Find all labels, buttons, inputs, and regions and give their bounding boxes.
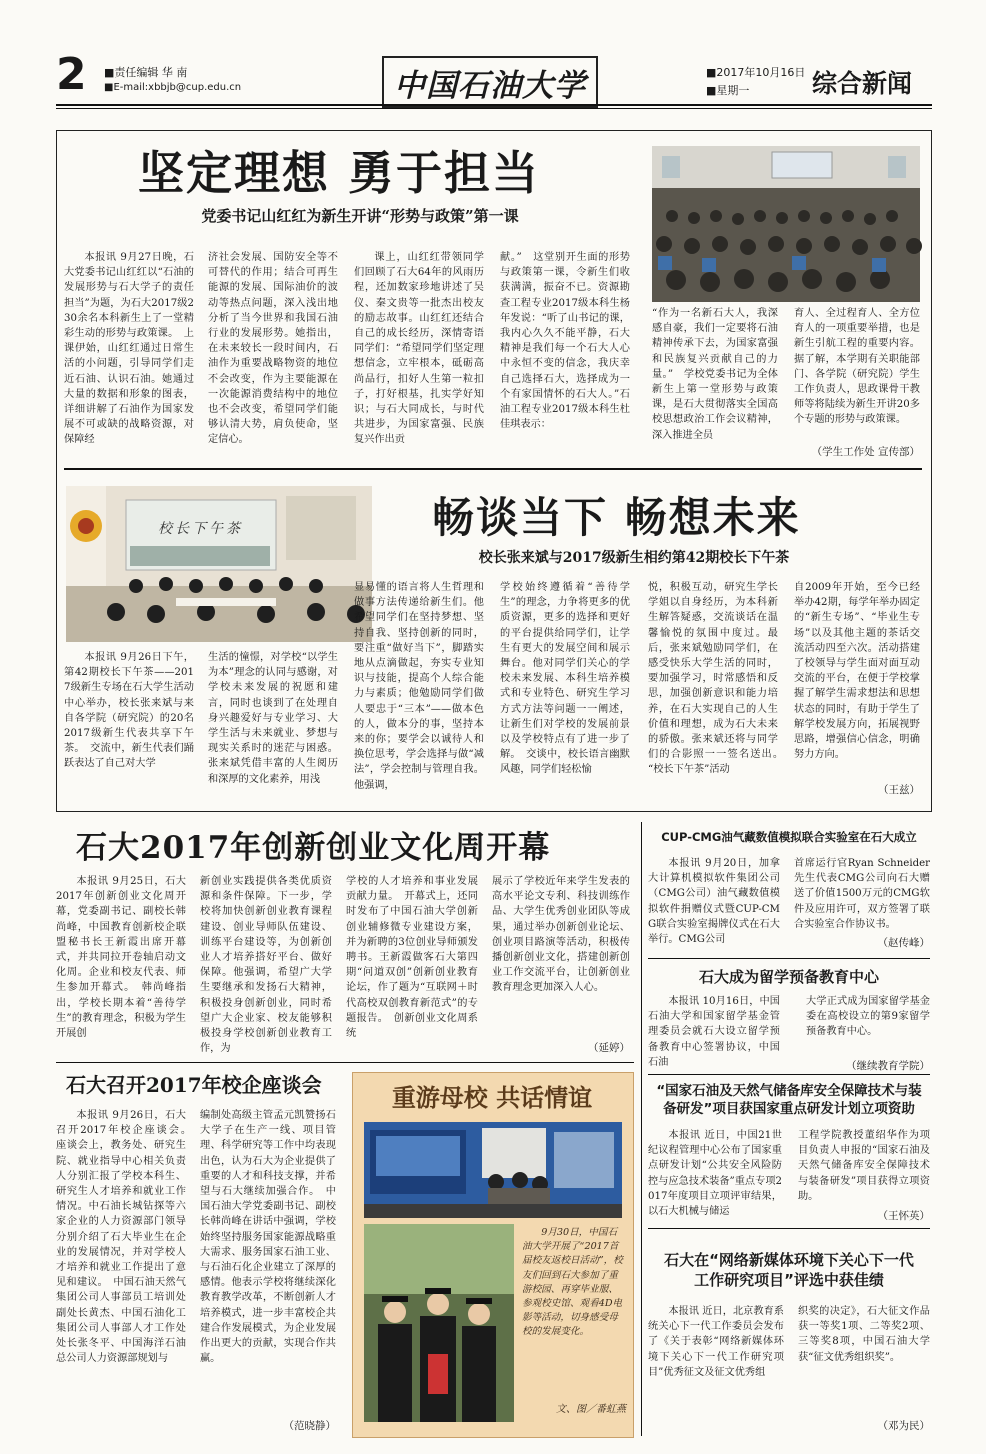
article2-col4: 学校始终遵循着“善待学生”的理念，力争将更多的优质资源，更多的选择和更好的平台提供给同学们，让学生有更大的发展空间和展示舞台。他对同学们关心的学校未来发展、本科生培养模式和专业特色、研究生学习方式方法等问题一一阐述，让新生们对学校的发展前景以及学校特点有了进一步了解。 交谈中，校长语言幽默风趣，同学们轻松愉: [500, 582, 630, 776]
section-title: 综合新闻: [812, 69, 913, 98]
article9-col1: 本报讯 近日，北京教育系统关心下一代工作委员会发布了《关于表彰“网络新媒体环境下关心下一代工作研究项目”优秀征文及征文优秀组: [648, 1306, 784, 1378]
article6-col1: 本报讯 9月20日，加拿大计算机模拟软件集团公司（CMG公司）油气藏数值模拟软件捐赠仪式暨CUP-CMG联合实验室揭牌仪式在石大举行。CMG公司: [648, 858, 780, 946]
lecture-hall-image: [652, 146, 920, 302]
article2-col5: 悦，积极互动，研究生学长学姐以自身经历，为本科新生解答疑惑，交流谈话在温馨愉悦的氛围中度过。最后，张来斌勉励同学们，在感受快乐大学生活的同时，要加强学习，时常感悟和反思，加强创新意识和能力培养，在石大实现自己的人生价值和理想，成为石大未来的骄傲。张来斌还将与同学们的合影照一一签名送出。 “校长下午茶”活动: [648, 582, 789, 776]
article5-photo-graduates: [364, 1224, 514, 1422]
alumni-exhibit-image: [364, 1122, 622, 1218]
editor-line: ■责任编辑 华 南: [104, 66, 188, 79]
article1-col2: 济社会发展、国防安全等不可替代的作用；结合可再生能源的发展、国际油价的波动等热点问题，深入浅出地分析了当今世界和我国石油行业的发展形势。她指出，在未来较长一段时间内，石油作为重要战略物资的地位不会改变，作为主要能源在一次能源消费结构中的地位也不会改变，希望同学们能够认清大势，肩负使命，坚定信心。: [208, 252, 338, 446]
article1-col3: 课上，山红红带领同学们回顾了石大64年的风雨历程，还加数家珍地讲述了吴仪、秦文贵等一批杰出校友的励志故事。山红红还结合自己的成长经历，深情寄语同学们：“希望同学们坚定理想信念，立牢根本，砥砺高尚品行，扣好人生第一粒扣子，打好根基，扎实学好知识；与石大同成长，与时代共进步，为国家富强、民族复兴作出贡: [354, 252, 484, 446]
article8-signature: （王怀英）: [877, 1210, 930, 1222]
article9-title: 石大在“网络新媒体环境下关心下一代工作研究项目”评选中获佳绩: [664, 1251, 914, 1289]
article9-signature: （邓为民）: [877, 1420, 930, 1432]
vertical-divider: [641, 822, 642, 1436]
article2-col3: 显易懂的语言将人生哲理和做事方法传递给新生们。他希望同学们在坚持梦想、坚持自我、坚持创新的同时，要注重“做好当下”，脚踏实地从点滴做起，夯实专业知识与技能，提高个人综合能力与素质；他勉励同学们做人要忠于“三本”——做本色的人，做本分的事，坚持本来的你；要学会以诚待人和换位思考，学会选择与做“减法”，学会控制与管理自我。他强调，: [354, 582, 484, 791]
article3-col4: 展示了学校近年来学生发表的高水平论文专利、科技训练作品、大学生优秀创业团队等成果，通过举办创新创业论坛、创业项目路演等活动，积极传播创新创业文化，搭建创新创业工作交流平台，让创新创业教育理念更加深入人心。: [492, 876, 630, 994]
article8-col2: 工程学院教授董绍华作为项目负责人申报的“国家石油及天然气储备库安全保障技术与装备研发”项目获得立项资助。: [798, 1130, 930, 1202]
article7-col2: 大学正式成为国家留学基金委在高校设立的第9家留学预备教育中心。: [806, 996, 930, 1038]
article5-caption: 9月30日，中国石油大学开展了“2017首届校友返校日活动”，校友们回到石大参加了重游校园、再穿毕业服、参观校史馆、观看4D电影等活动，切身感受母校的发展变化。: [522, 1227, 623, 1338]
header-rule: [56, 104, 932, 106]
article8-col1: 本报讯 近日，中国21世纪议程管理中心公布了国家重点研发计划“公共安全风险防控与应急技术装备”重点专项2017年度项目立项评审结果，以石大机械与储运: [648, 1130, 782, 1218]
date-line: ■2017年10月16日: [706, 66, 806, 79]
article7-rule: [648, 1074, 930, 1075]
article3-title: 石大2017年创新创业文化周开幕: [76, 830, 551, 866]
weekday-line: ■星期一: [706, 84, 750, 97]
article1-col5: “作为一名新石大人，我深感自豪，我们一定要将石油精神传承下去，为国家富强和民族复兴贡献自己的力量。” 学校党委书记为全体新生上第一堂形势与政策课，是石大贯彻落实全国高校思想政治工作会议精神，深入推进全员: [652, 308, 778, 441]
graduation-image: [364, 1224, 514, 1422]
article1-col1: 本报讯 9月27日晚，石大党委书记山红红以“石油的发展形势与石大学子的责任担当”为题，为石大2017级230余名本科新生上了一堂精彩生动的形势与政策课。 上课伊始，山红红通过日常生活的小问题，引导同学们走近石油、认识石油。她通过大量的数据和形象的图表，详细讲解了石油作为国家发展不可或缺的战略资源，对保障经: [64, 252, 194, 446]
article1-col6: 育人、全过程育人、全方位育人的一项重要举措，也是新生引航工程的重要内容。据了解，本学期有关职能部门、各学院（研究院）学生工作负责人，思政课骨干教师等将陆续为新生开讲20多个专题的形势与政策课。: [794, 308, 920, 426]
article6-title: CUP-CMG油气藏数值模拟联合实验室在石大成立: [661, 830, 917, 844]
page-number: 2: [56, 49, 87, 100]
article5-credit: 文、图／番虹燕: [556, 1404, 626, 1415]
article3-bottom-rule: [56, 1062, 634, 1063]
article9-col2: 织奖的决定》，石大征文作品获一等奖1项、二等奖2项、三等奖8项，中国石油大学获“征文优秀组织奖”。: [798, 1306, 930, 1363]
article2-subtitle: 校长张来斌与2017级新生相约第42期校长下午茶: [478, 550, 790, 566]
article2-photo-teatime: [66, 486, 372, 642]
article-divider: [64, 468, 922, 470]
article2-title: 畅谈当下 畅想未来: [432, 493, 801, 542]
article6-signature: （赵传峰）: [877, 937, 930, 949]
tea-party-image: [66, 486, 372, 642]
article2-signature: （王兹）: [878, 784, 920, 796]
article8-rule: [648, 1228, 930, 1229]
article6-rule: [648, 958, 930, 959]
article1-col4: 献。” 这堂别开生面的形势与政策第一课，令新生们收获满满，振奋不已。资源勘查工程专业2017级本科生杨年发说：“听了山书记的课，我内心久久不能平静，石大精神是我们每一个石大人心中永恒不变的信念，我庆幸自己选择石大，选择成为一个有家国情怀的石大人。”石油工程专业2017级本科生杜佳琪表示：: [500, 252, 630, 431]
email-line: ■E-mail:xbbjb@cup.edu.cn: [104, 82, 242, 93]
article7-signature: （继续教育学院）: [846, 1060, 930, 1072]
article3-col2: 新创业实践提供各类优质资源和条件保障。下一步，学校将加快创新创业教育课程建设、创业导师队伍建设、训练平台建设等，为创新创业人才培养搭好平台、做好保障。他强调，希望广大学生要继承和发扬石大精神，积极投身创新创业，同时希望广大企业家、校友能够积极投身学校创新创业教育工作，为: [200, 876, 332, 1055]
article4-col2: 编制处高级主管孟元凯赞扬石大学子在生产一线、项目管理、科学研究等工作中均表现出色，认为石大为企业提供了重要的人才和科技支撑，并希望与石大继续加强合作。 中国石油大学党委副书记、副校长韩尚峰在讲话中强调，学校始终坚持服务国家能源战略重大需求、服务国家石油工业、与石油石化企业建立了深厚的感情。他表示学校将继续深化教育教学改革，不断创新人才培养模式，进一步丰富校企共建合作发展模式，为企业发展作出更大的贡献，实现合作共赢。: [200, 1110, 336, 1365]
article5-photo-exhibit: [364, 1122, 622, 1218]
article1-title: 坚定理想 勇于担当: [138, 146, 541, 200]
article2-col2: 生活的憧憬，对学校“以学生为本”理念的认同与感谢，对学校未来发展的祝愿和建言，同时也谈到了在处理自身兴趣爱好与专业学习、大学生活与未来就业、梦想与现实关系时的迷茫与困惑。张来斌凭借丰富的人生阅历和深厚的文化素养，用浅: [208, 652, 338, 785]
article4-title: 石大召开2017年校企座谈会: [66, 1073, 322, 1097]
masthead-text: 中国石油大学: [394, 67, 586, 104]
article4-col1: 本报讯 9月26日，石大召开2017年校企座谈会。 座谈会上，教务处、研究生院、就业指导中心相关负责人分别汇报了学校本科生、研究生人才培养和就业工作情况。中石油长城钻探等六家企业的人力资源部门领导分别介绍了石大毕业生在企业的发展情况，并对学校人才培养和就业工作提出了意见和建议。 中国石油天然气集团公司人事部员工培训处副处长黄杰、中国石油化工集团公司人事部人才工作处处长张冬平、中国海洋石油总公司人力资源部规划与: [56, 1110, 197, 1365]
teatime-banner: 校长下午茶: [158, 521, 243, 537]
article3-signature: （延婷）: [588, 1042, 630, 1054]
masthead: [382, 56, 598, 108]
article1-subtitle: 党委书记山红红为新生开讲“形势与政策”第一课: [201, 207, 519, 225]
article1-signature: （学生工作处 宣传部）: [811, 446, 920, 458]
article6-col2: 首席运行官Ryan Schneider先生代表CMG公司向石大赠送了价值1500万元的CMG软件及应用许可，双方签署了联合实验室合作协议书。: [794, 858, 930, 930]
header-rule-thin: [56, 108, 932, 109]
article7-col1: 本报讯 10月16日，中国石油大学和国家留学基金管理委员会就石大设立留学预备教育中心签署协议，中国石油: [648, 996, 780, 1068]
article5-title: 重游母校 共话情谊: [391, 1084, 593, 1112]
article2-col1: 本报讯 9月26日下午，第42期校长下午茶——2017级新生专场在石大学生活动中心举办，校长张来斌与来自各学院（研究院）的20名2017级新生代表共享下午茶。 交流中，新生代表们踊跃表达了自己对大学: [64, 652, 194, 770]
article1-photo-lecture: [652, 146, 920, 302]
article7-title: 石大成为留学预备教育中心: [698, 968, 879, 986]
article2-col6: 自2009年开始，至今已经举办42期，每学年举办固定的“新生专场”、“毕业生专场”以及其他主题的茶话交流活动四至六次。活动搭建了校领导与学生面对面互动交流的平台，在便于学校掌握了解学生需求想法和思想状态的同时，有助于学生了解学校发展方向，拓展视野思路，增强信心信念，明确努力方向。: [794, 582, 920, 761]
article4-signature: （范晓静）: [283, 1420, 336, 1432]
article3-col1: 本报讯 9月25日，石大2017年创新创业文化周开幕，党委副书记、副校长韩尚峰，中国教育创新校企联盟秘书长王新霞出席开幕式，并共同拉开卷轴启动文化周。企业和校友代表、师生参加开幕式。 韩尚峰指出，学校长期本着“善待学生”的教育理念，积极为学生开展创: [56, 876, 186, 1040]
article8-title: “国家石油及天然气储备库安全保障技术与装备研发”项目获国家重点研发计划立项资助: [656, 1083, 922, 1117]
article3-col3: 学校的人才培养和事业发展贡献力量。 开幕式上，还同时发布了中国石油大学创新创业辅修微专业建设方案，并为新聘的3位创业导师颁发聘书。王新霞做客石大第四期“问道双创”创新创业教育论坛，作了题为“互联网＋时代高校双创教育新范式”的专题报告。 创新创业文化周系统: [346, 876, 478, 1040]
